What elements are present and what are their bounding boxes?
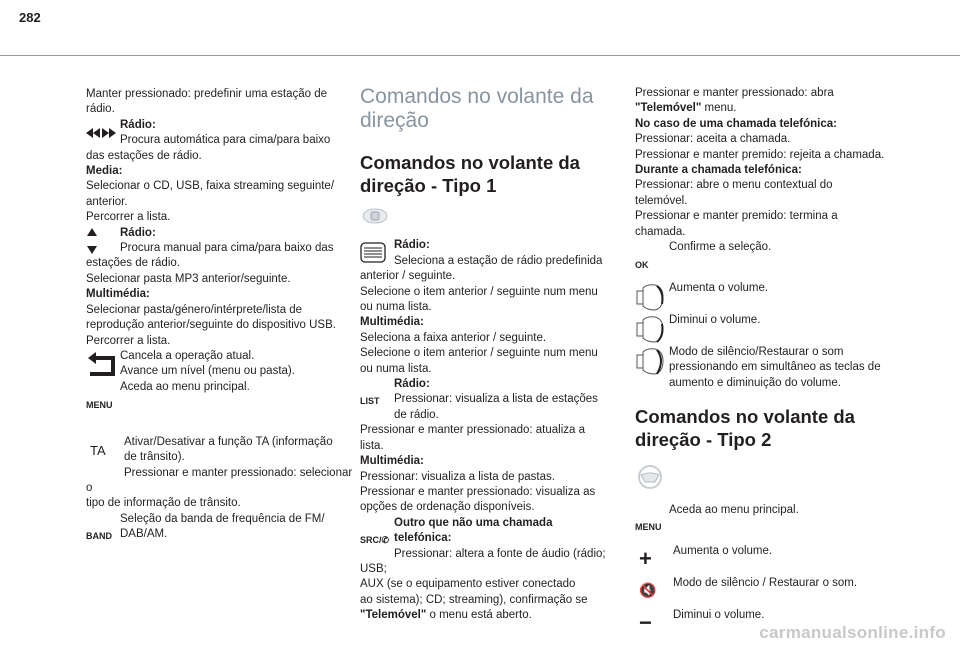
text-segment: menu. [701, 102, 737, 115]
text-line: Rádio: [394, 378, 430, 391]
text-line: Rádio: [120, 226, 156, 239]
text-line: DAB/AM. [120, 528, 168, 541]
text-line: Media: [86, 165, 123, 178]
text-line: Outro que não uma chamada [394, 516, 553, 529]
text-line: lista. [360, 439, 384, 452]
text-line: opções de ordenação disponíveis. [360, 501, 535, 514]
text-line: rádio. [86, 103, 115, 116]
text-line: Procura manual para cima/para baixo das [120, 242, 334, 255]
watermark: carmanualsonline.info [759, 623, 946, 642]
text-line: Rádio: [394, 239, 430, 252]
text-line: Aumenta o volume. [669, 282, 769, 295]
text-line: Modo de silêncio / Restaurar o som. [673, 576, 858, 589]
text-line: ou numa lista. [360, 301, 432, 314]
section-title: Comandos no volante da direção [360, 85, 594, 132]
steering-wheel-type1-icon [362, 207, 388, 225]
right-column [635, 86, 900, 640]
text-line: Selecione o item anterior / seguinte num menu [360, 347, 598, 360]
instruction-entry [635, 313, 900, 345]
text-line: estações de rádio. [86, 257, 180, 270]
text-line [635, 101, 900, 116]
up-down-arrows-icon [86, 226, 120, 256]
heading-type-2: Comandos no volante da direção - Tipo 2 [635, 406, 855, 451]
text-line: Aceda ao menu principal. [120, 380, 250, 393]
text-line: Pressionar e manter premido: termina a [635, 210, 838, 223]
text-line: Aumenta o volume. [673, 544, 773, 557]
ok-label-icon: OK [635, 259, 649, 270]
instruction-entry [86, 226, 356, 349]
text-line: Pressionar e manter pressionado: atualiza a [360, 424, 586, 437]
ta-label-icon: TA [90, 442, 106, 458]
text-line: Seleciona a faixa anterior / seguinte. [360, 331, 547, 344]
text-line: Seleção da banda de frequência de FM/ [120, 512, 325, 525]
list-label-icon: LIST [360, 396, 380, 407]
text-segment: o menu está aberto. [426, 609, 532, 622]
instruction-entry [86, 349, 356, 380]
instruction-entry [360, 516, 620, 624]
heading-type-1: Comandos no volante da direção - Tipo 1 [360, 152, 580, 196]
text-line: tipo de informação de trânsito. [86, 497, 241, 510]
text-line: Manter pressionado: predefinir uma estação de [86, 88, 328, 100]
plus-icon: + [639, 546, 652, 572]
text-line: Pressionar: aceita a chamada. [635, 133, 791, 146]
instruction-entry [635, 576, 900, 608]
text-line: Modo de silêncio/Restaurar o som [669, 346, 844, 359]
text-line: reprodução anterior/seguinte do dispositivo USB. [86, 319, 336, 332]
text-line: Percorrer a lista. [86, 334, 171, 347]
text-line [360, 608, 620, 623]
instruction-entry [86, 435, 356, 512]
text-line: Pressionar e manter pressionado: selecionar o [86, 466, 353, 494]
page-number: 282 [19, 10, 41, 25]
text-line: Cancela a operação atual. [120, 349, 255, 362]
instruction-entry [635, 345, 900, 391]
text-line: Durante a chamada telefónica: [635, 164, 802, 177]
text-line: Pressionar e manter pressionado: visualiza as [360, 485, 596, 498]
text-line: telefónica: [394, 532, 452, 545]
back-arrow-icon [86, 349, 120, 379]
instruction-entry [86, 380, 356, 421]
instruction-entry [86, 87, 356, 118]
text-line: de rádio. [394, 408, 439, 421]
instruction-entry [635, 503, 900, 544]
text-line: Multimédia: [86, 288, 150, 301]
middle-column [360, 85, 620, 624]
text-line: aumento e diminuição do volume. [669, 376, 841, 389]
text-line: Pressionar e manter premido: rejeita a chamada. [635, 148, 885, 161]
volume-down-control-icon [635, 313, 669, 344]
text-line: Selecionar pasta/género/intérprete/lista de [86, 303, 303, 316]
menu-label-icon: MENU [635, 522, 662, 533]
text-line: No caso de uma chamada telefónica: [635, 117, 837, 130]
text-line: Seleciona a estação de rádio predefinida [394, 254, 603, 267]
text-line: Selecionar o CD, USB, faixa streaming seguinte/ [86, 180, 335, 193]
text-segment: "Telemóvel" [360, 609, 427, 622]
instruction-entry [635, 281, 900, 313]
text-line: ou numa lista. [360, 362, 432, 375]
text-line: Aceda ao menu principal. [669, 503, 799, 516]
volume-up-control-icon [635, 281, 669, 312]
text-line: anterior. [86, 195, 128, 208]
band-label-icon: BAND [86, 531, 112, 542]
mute-icon: 🔇 [639, 582, 657, 599]
text-segment: "Telemóvel" [635, 102, 702, 115]
menu-label-icon: MENU [86, 399, 113, 410]
instruction-entry [86, 512, 356, 552]
text-line: Pressionar: abre o menu contextual do [635, 179, 833, 192]
text-line: Selecione o item anterior / seguinte num menu [360, 285, 598, 298]
text-line: anterior / seguinte. [360, 270, 456, 283]
text-line: das estações de rádio. [86, 149, 202, 162]
instruction-entry [635, 86, 900, 240]
text-line: Multimédia: [360, 455, 424, 468]
text-line: Ativar/Desativar a função TA (informação [124, 435, 333, 448]
scroll-wheel-icon [360, 238, 394, 268]
text-line: Rádio: [120, 118, 156, 131]
minus-icon: − [639, 610, 652, 636]
text-line: Diminui o volume. [669, 314, 761, 327]
text-line: pressionando em simultâneo as teclas de [669, 361, 881, 374]
text-line: ao sistema); CD; streaming), confirmação se [360, 593, 588, 606]
text-line: Pressionar: altera a fonte de áudio (rádio; USB; [360, 547, 606, 575]
text-line: AUX (se o equipamento estiver conectado [360, 578, 576, 591]
instruction-entry [635, 544, 900, 576]
text-line: Multimédia: [360, 316, 424, 329]
text-line: chamada. [635, 225, 686, 238]
text-line: Procura automática para cima/para baixo [120, 134, 331, 147]
text-line: Diminui o volume. [673, 608, 765, 621]
text-line: Selecionar pasta MP3 anterior/seguinte. [86, 272, 291, 285]
text-line: de trânsito). [124, 451, 185, 464]
text-line: Confirme a seleção. [669, 241, 772, 254]
src-phone-icon: SRC/✆ [360, 535, 390, 546]
header-divider [0, 55, 960, 56]
text-line: telemóvel. [635, 194, 688, 207]
instruction-entry [635, 240, 900, 281]
text-line: Avance um nível (menu ou pasta). [120, 365, 295, 378]
steering-wheel-type2-icon [637, 465, 663, 489]
text-line: Pressionar: visualiza a lista de estações [394, 393, 598, 406]
seek-arrows-icon [86, 118, 120, 148]
instruction-entry [360, 238, 620, 377]
instruction-entry [360, 377, 620, 516]
mute-control-icon [635, 345, 669, 376]
instruction-entry [86, 118, 356, 226]
left-column [86, 87, 356, 552]
text-line: Pressionar e manter pressionado: abra [635, 87, 834, 99]
text-line: Pressionar: visualiza a lista de pastas. [360, 470, 555, 483]
text-line: Percorrer a lista. [86, 211, 171, 224]
